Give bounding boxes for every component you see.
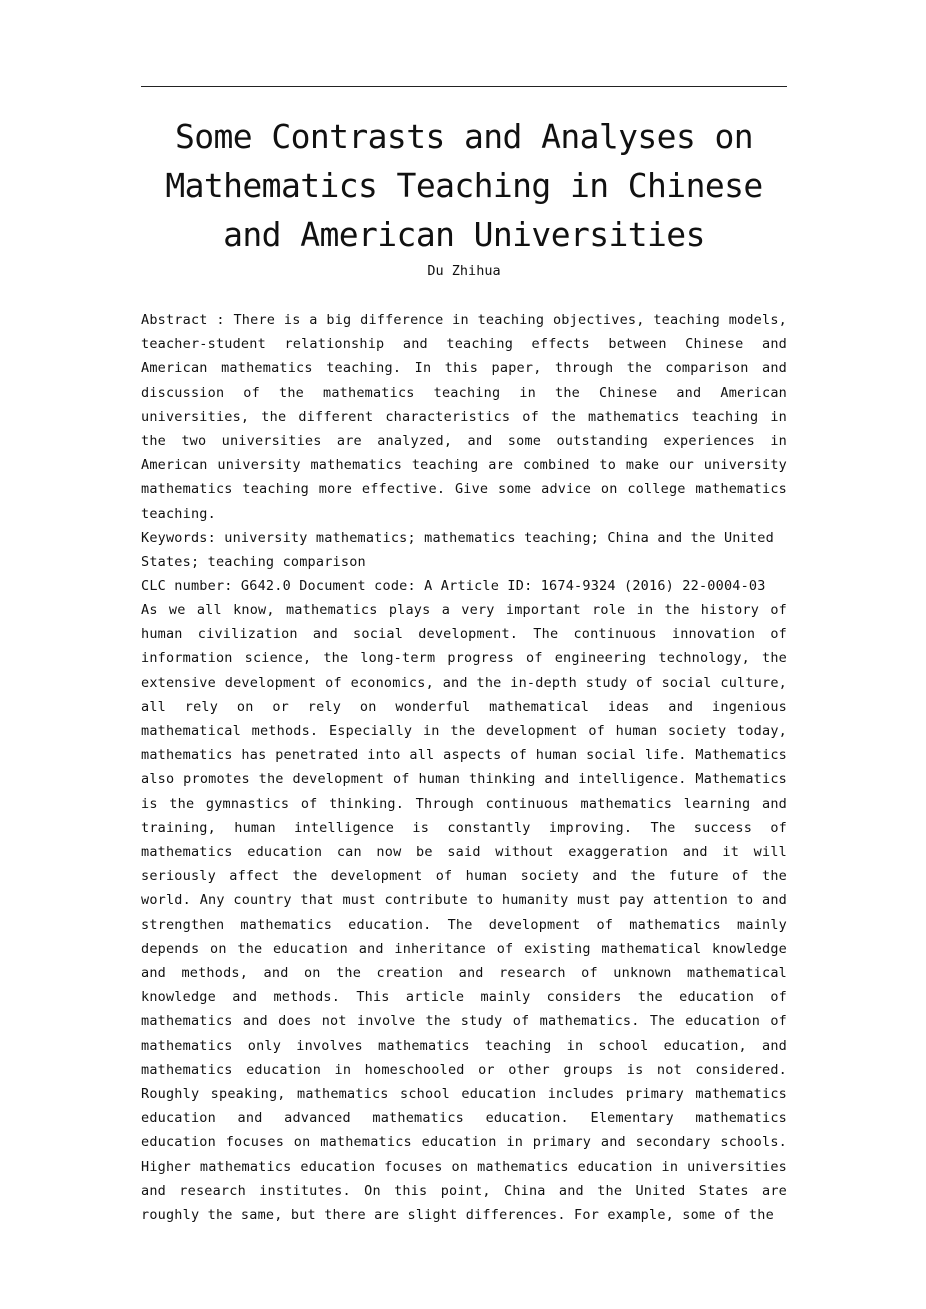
header-rule xyxy=(141,86,787,87)
body-paragraph: As we all know, mathematics plays a very important role in the history of human civilization and social development. The continuous innovation of information science, the long-term progress of engineering technology, the extensive development of economics, and the in-depth study of social culture, all rely on or rely on wonderful mathematical ideas and ingenious mathematical methods. Especially in the development of human society today, mathematics has penetrated into all aspects of human social life. Mathematics also promotes the development of human thinking and intelligence. Mathematics is the gymnastics of thinking. Through continuous mathematics learning and training, human intelligence is constantly improving. The success of mathematics education can now be said without exaggeration and it will seriously affect the development of human society and the future of the world. Any country that must contribute to humanity must pay attention to and strengthen mathematics education. The development of mathematics mainly depends on the education and inheritance of existing mathematical knowledge and methods, and on the creation and research of unknown mathematical knowledge and methods. This article mainly considers the education of mathematics and does not involve the study of mathematics. The education of mathematics only involves mathematics teaching in school education, and mathematics education in homeschooled or other groups is not considered. Roughly speaking, mathematics school education includes primary mathematics education and advanced mathematics education. Elementary mathematics education focuses on mathematics education in primary and secondary schools. Higher mathematics education focuses on mathematics education in universities and research institutes. On this point, China and the United States are roughly the same, but there are slight differences. For example, some of the xyxy=(141,602,787,1224)
paper-title: Some Contrasts and Analyses on Mathematics Teaching in Chinese and American Universities xyxy=(165,117,763,254)
keywords: Keywords: university mathematics; mathematics teaching; China and the United States; teaching comparison xyxy=(141,530,774,571)
author-name: Du Zhihua xyxy=(427,263,501,279)
abstract: Abstract : There is a big difference in teaching objectives, teaching models, teacher-student relationship and teaching effects between Chinese and American mathematics teaching. In this paper, through the comparison and discussion of the mathematics teaching in the Chinese and American universities, the different characteristics of the mathematics teaching in the two universities are analyzed, and some outstanding experiences in American university mathematics teaching are combined to make our university mathematics teaching more effective. Give some advice on college mathematics teaching. xyxy=(141,312,787,522)
clc-document-info: CLC number: G642.0 Document code: A Article ID: 1674-9324 (2016) 22-0004-03 xyxy=(141,578,766,594)
